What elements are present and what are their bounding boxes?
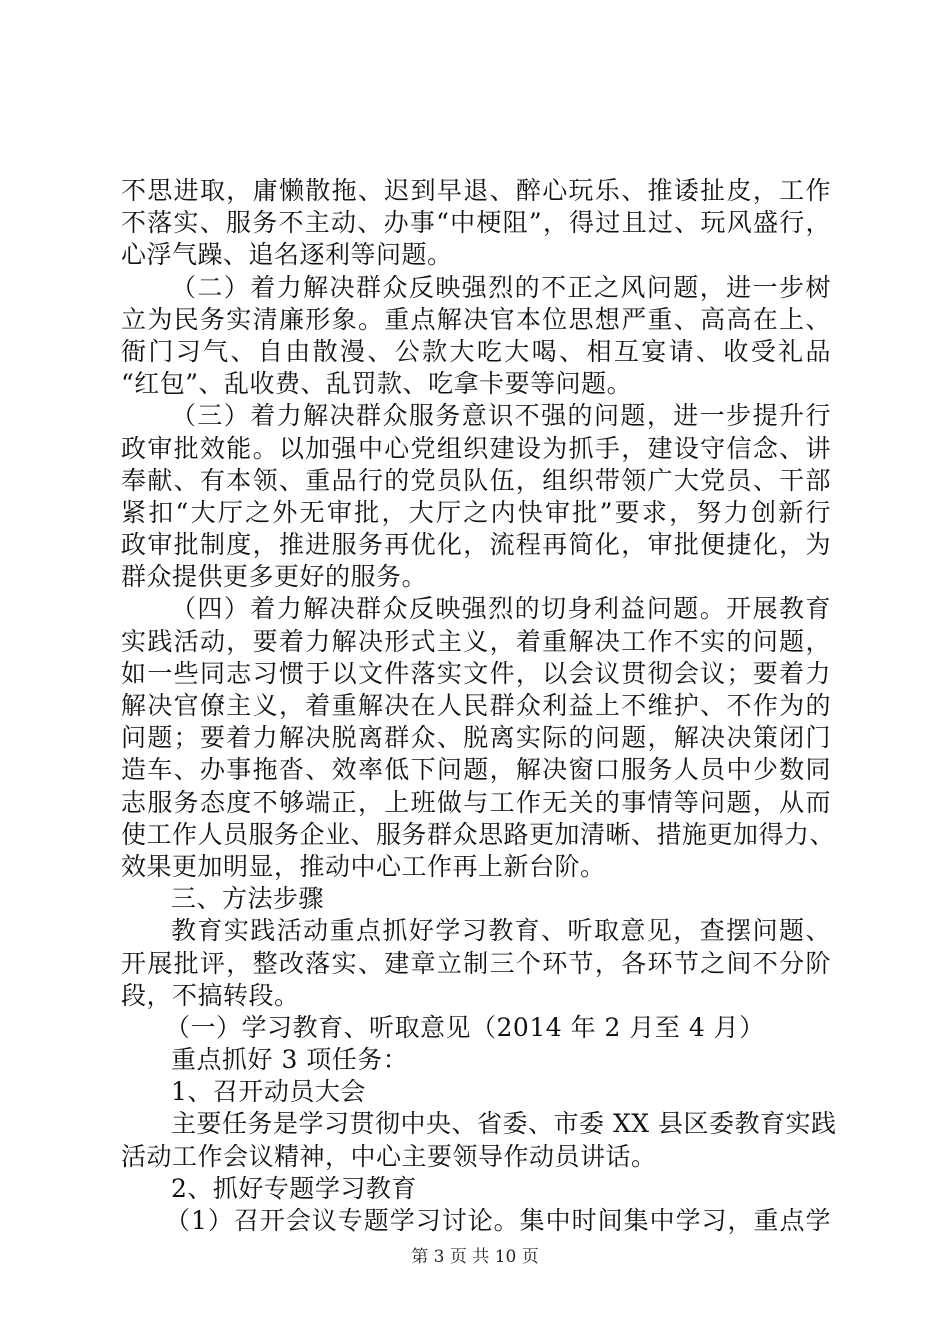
item-heading: 1、召开动员大会	[171, 1077, 366, 1107]
text-line: 如一些同志习惯于以文件落实文件，以会议贯彻会议；要着力	[121, 658, 831, 688]
text-line: 立为民务实清廉形象。重点解决官本位思想严重、高高在上、	[121, 304, 831, 334]
text-line: 教育实践活动重点抓好学习教育、听取意见，查摆问题、	[171, 916, 831, 946]
text-line: 政审批制度，推进服务再优化，流程再简化，审批便捷化，为	[121, 530, 831, 560]
document-body	[121, 175, 837, 1237]
text-line: 心浮气躁、追名逐利等问题。	[121, 240, 453, 270]
text-line: 不思进取，庸懒散拖、迟到早退、醉心玩乐、推诿扯皮，工作	[121, 176, 831, 205]
text-line: 使工作人员服务企业、服务群众思路更加清晰、措施更加得力、	[121, 819, 836, 849]
text-line: 段，不搞转段。	[121, 980, 300, 1010]
text-line: 活动工作会议精神，中心主要领导作动员讲话。	[121, 1141, 657, 1171]
text-line: 奉献、有本领、重品行的党员队伍，组织带领广大党员、干部	[121, 465, 831, 495]
text-line: （1）召开会议专题学习讨论。集中时间集中学习，重点学	[165, 1206, 831, 1235]
text-line: （二）着力解决群众反映强烈的不正之风问题，进一步树	[171, 272, 831, 302]
text-line: （四）着力解决群众反映强烈的切身利益问题。开展教育	[171, 594, 831, 624]
item-heading: 2、抓好专题学习教育	[171, 1173, 417, 1203]
text-line: 问题；要着力解决脱离群众、脱离实际的问题，解决决策闭门	[121, 723, 831, 753]
text-line: 重点抓好 3 项任务：	[171, 1045, 409, 1075]
text-line: 造车、办事拖沓、效率低下问题，解决窗口服务人员中少数同	[121, 755, 831, 785]
text-line: 解决官僚主义，着重解决在人民群众利益上不维护、不作为的	[121, 691, 831, 720]
text-line: （三）着力解决群众服务意识不强的问题，进一步提升行	[171, 401, 831, 431]
text-line: 效果更加明显，推动中心工作再上新台阶。	[121, 851, 606, 881]
text-line: 开展批评，整改落实、建章立制三个环节，各环节之间不分阶	[121, 948, 831, 978]
text-line: 不落实、服务不主动、办事“中梗阻”，得过且过、玩风盛行，	[121, 208, 831, 238]
text-line: 政审批效能。以加强中心党组织建设为抓手，建设守信念、讲	[121, 433, 831, 463]
subsection-heading: （一）学习教育、听取意见（2014 年 2 月至 4 月）	[165, 1012, 765, 1042]
section-heading: 三、方法步骤	[171, 884, 325, 914]
text-line: 志服务态度不够端正，上班做与工作无关的事情等问题，从而	[121, 787, 831, 817]
text-line: 实践活动，要着力解决形式主义，着重解决工作不实的问题，	[121, 626, 831, 656]
text-line: 衙门习气、自由散漫、公款大吃大喝、相互宴请、收受礼品	[121, 336, 831, 366]
text-line: 主要任务是学习贯彻中央、省委、市委 XX 县区委教育实践	[171, 1109, 837, 1139]
text-line: 紧扣“大厅之外无审批，大厅之内快审批”要求，努力创新行	[121, 497, 831, 527]
text-line: “红包”、乱收费、乱罚款、吃拿卡要等问题。	[121, 369, 633, 399]
text-line: 群众提供更多更好的服务。	[121, 562, 428, 592]
page-number-footer: 第 3 页 共 10 页	[411, 1247, 539, 1267]
